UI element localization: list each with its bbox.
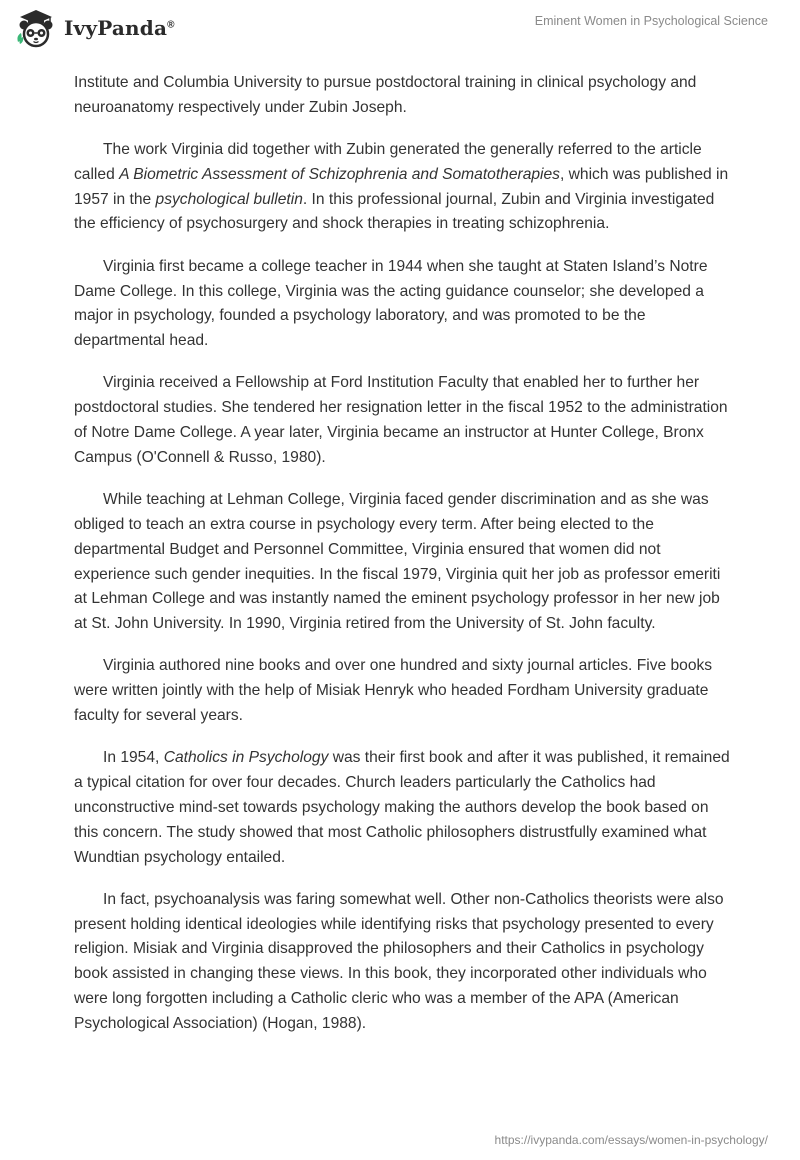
- paragraph-text: , which was published in 1957 in the: [74, 165, 729, 208]
- paragraph-text: Virginia received a Fellowship at Ford Institution Faculty that enabled her to further her postdoctoral studies. She tendered her resignation letter in the fiscal 1952 to the administration of Notre Dame College. A year later, Virginia became an instructor at Hunter College, Bronx Campus (O'Connell & Russo, 1980).: [74, 374, 728, 466]
- paragraph-text: . In this professional journal, Zubin and Virginia investigated the efficiency of psychosurgery and shock therapies in treating schizophrenia.: [74, 190, 715, 233]
- italic-title: A Biometric Assessment of Schizophrenia and Somatotherapies: [119, 165, 560, 183]
- essay-paragraph: [74, 138, 734, 237]
- essay-paragraph: [74, 71, 734, 121]
- essay-body: [74, 71, 734, 1054]
- brand-name: IvyPanda®: [64, 16, 175, 40]
- paragraph-text: was their first book and after it was published, it remained a typical citation for over four decades. Church leaders particularly the Catholics had unconstructive mind-set towards psychology making the authors develop the book based on this concern. The study showed that most Catholic philosophers distrustfully examined what Wundtian psychology entailed.: [74, 749, 730, 866]
- paragraph-text: The work Virginia did together with Zubin generated the generally referred to the article called: [74, 141, 702, 183]
- page-header: [0, 0, 800, 60]
- panda-graduate-icon: [14, 6, 58, 50]
- paragraph-text: In fact, psychoanalysis was faring somewhat well. Other non-Catholics theorists were also present holding identical ideologies while identifying risks that psychology presented to every religion. Misiak and Virginia disapproved the philosophers and their Catholics in psychology book assisted in changing these views. In this book, they incorporated other individuals who were long forgotten including a Catholic cleric who was a member of the APA (American Psychological Association) (Hogan, 1988).: [74, 890, 724, 1032]
- essay-paragraph: [74, 255, 734, 354]
- paragraph-text: Institute and Columbia University to pursue postdoctoral training in clinical psychology and neuroanatomy respectively under Zubin Joseph.: [74, 74, 697, 116]
- essay-paragraph: [74, 654, 734, 728]
- paragraph-text: Virginia first became a college teacher in 1944 when she taught at Staten Island’s Notre Dame College. In this college, Virginia was the acting guidance counselor; she developed a major in psychology, founded a psychology laboratory, and was promoted to be the departmental head.: [74, 257, 708, 350]
- ivypanda-logo[interactable]: [14, 6, 175, 50]
- essay-paragraph: [74, 888, 734, 1037]
- paragraph-text: Virginia authored nine books and over one hundred and sixty journal articles. Five books were written jointly with the help of Misiak Henryk who headed Fordham University graduate faculty for several years.: [74, 657, 713, 725]
- italic-title: Catholics in Psychology: [163, 749, 329, 767]
- essay-paragraph: [74, 371, 734, 470]
- essay-paragraph: [74, 746, 734, 870]
- document-title: Eminent Women in Psychological Science: [534, 14, 768, 28]
- source-url[interactable]: https://ivypanda.com/essays/women-in-psychology/: [494, 1133, 768, 1147]
- paragraph-text: While teaching at Lehman College, Virginia faced gender discrimination and as she was obliged to teach an extra course in psychology every term. After being elected to the departmental Budget and Personnel Committee, Virginia ensured that women did not experience such gender inequities. In the fiscal 1979, Virginia quit her job as professor emeriti at Lehman College and was instantly named the eminent psychology professor in her new job at St. John University. In 1990, Virginia retired from the University of St. John faculty.: [74, 491, 721, 633]
- paragraph-text: In 1954,: [103, 749, 164, 767]
- essay-paragraph: [74, 488, 734, 637]
- italic-title: psychological bulletin: [155, 190, 303, 208]
